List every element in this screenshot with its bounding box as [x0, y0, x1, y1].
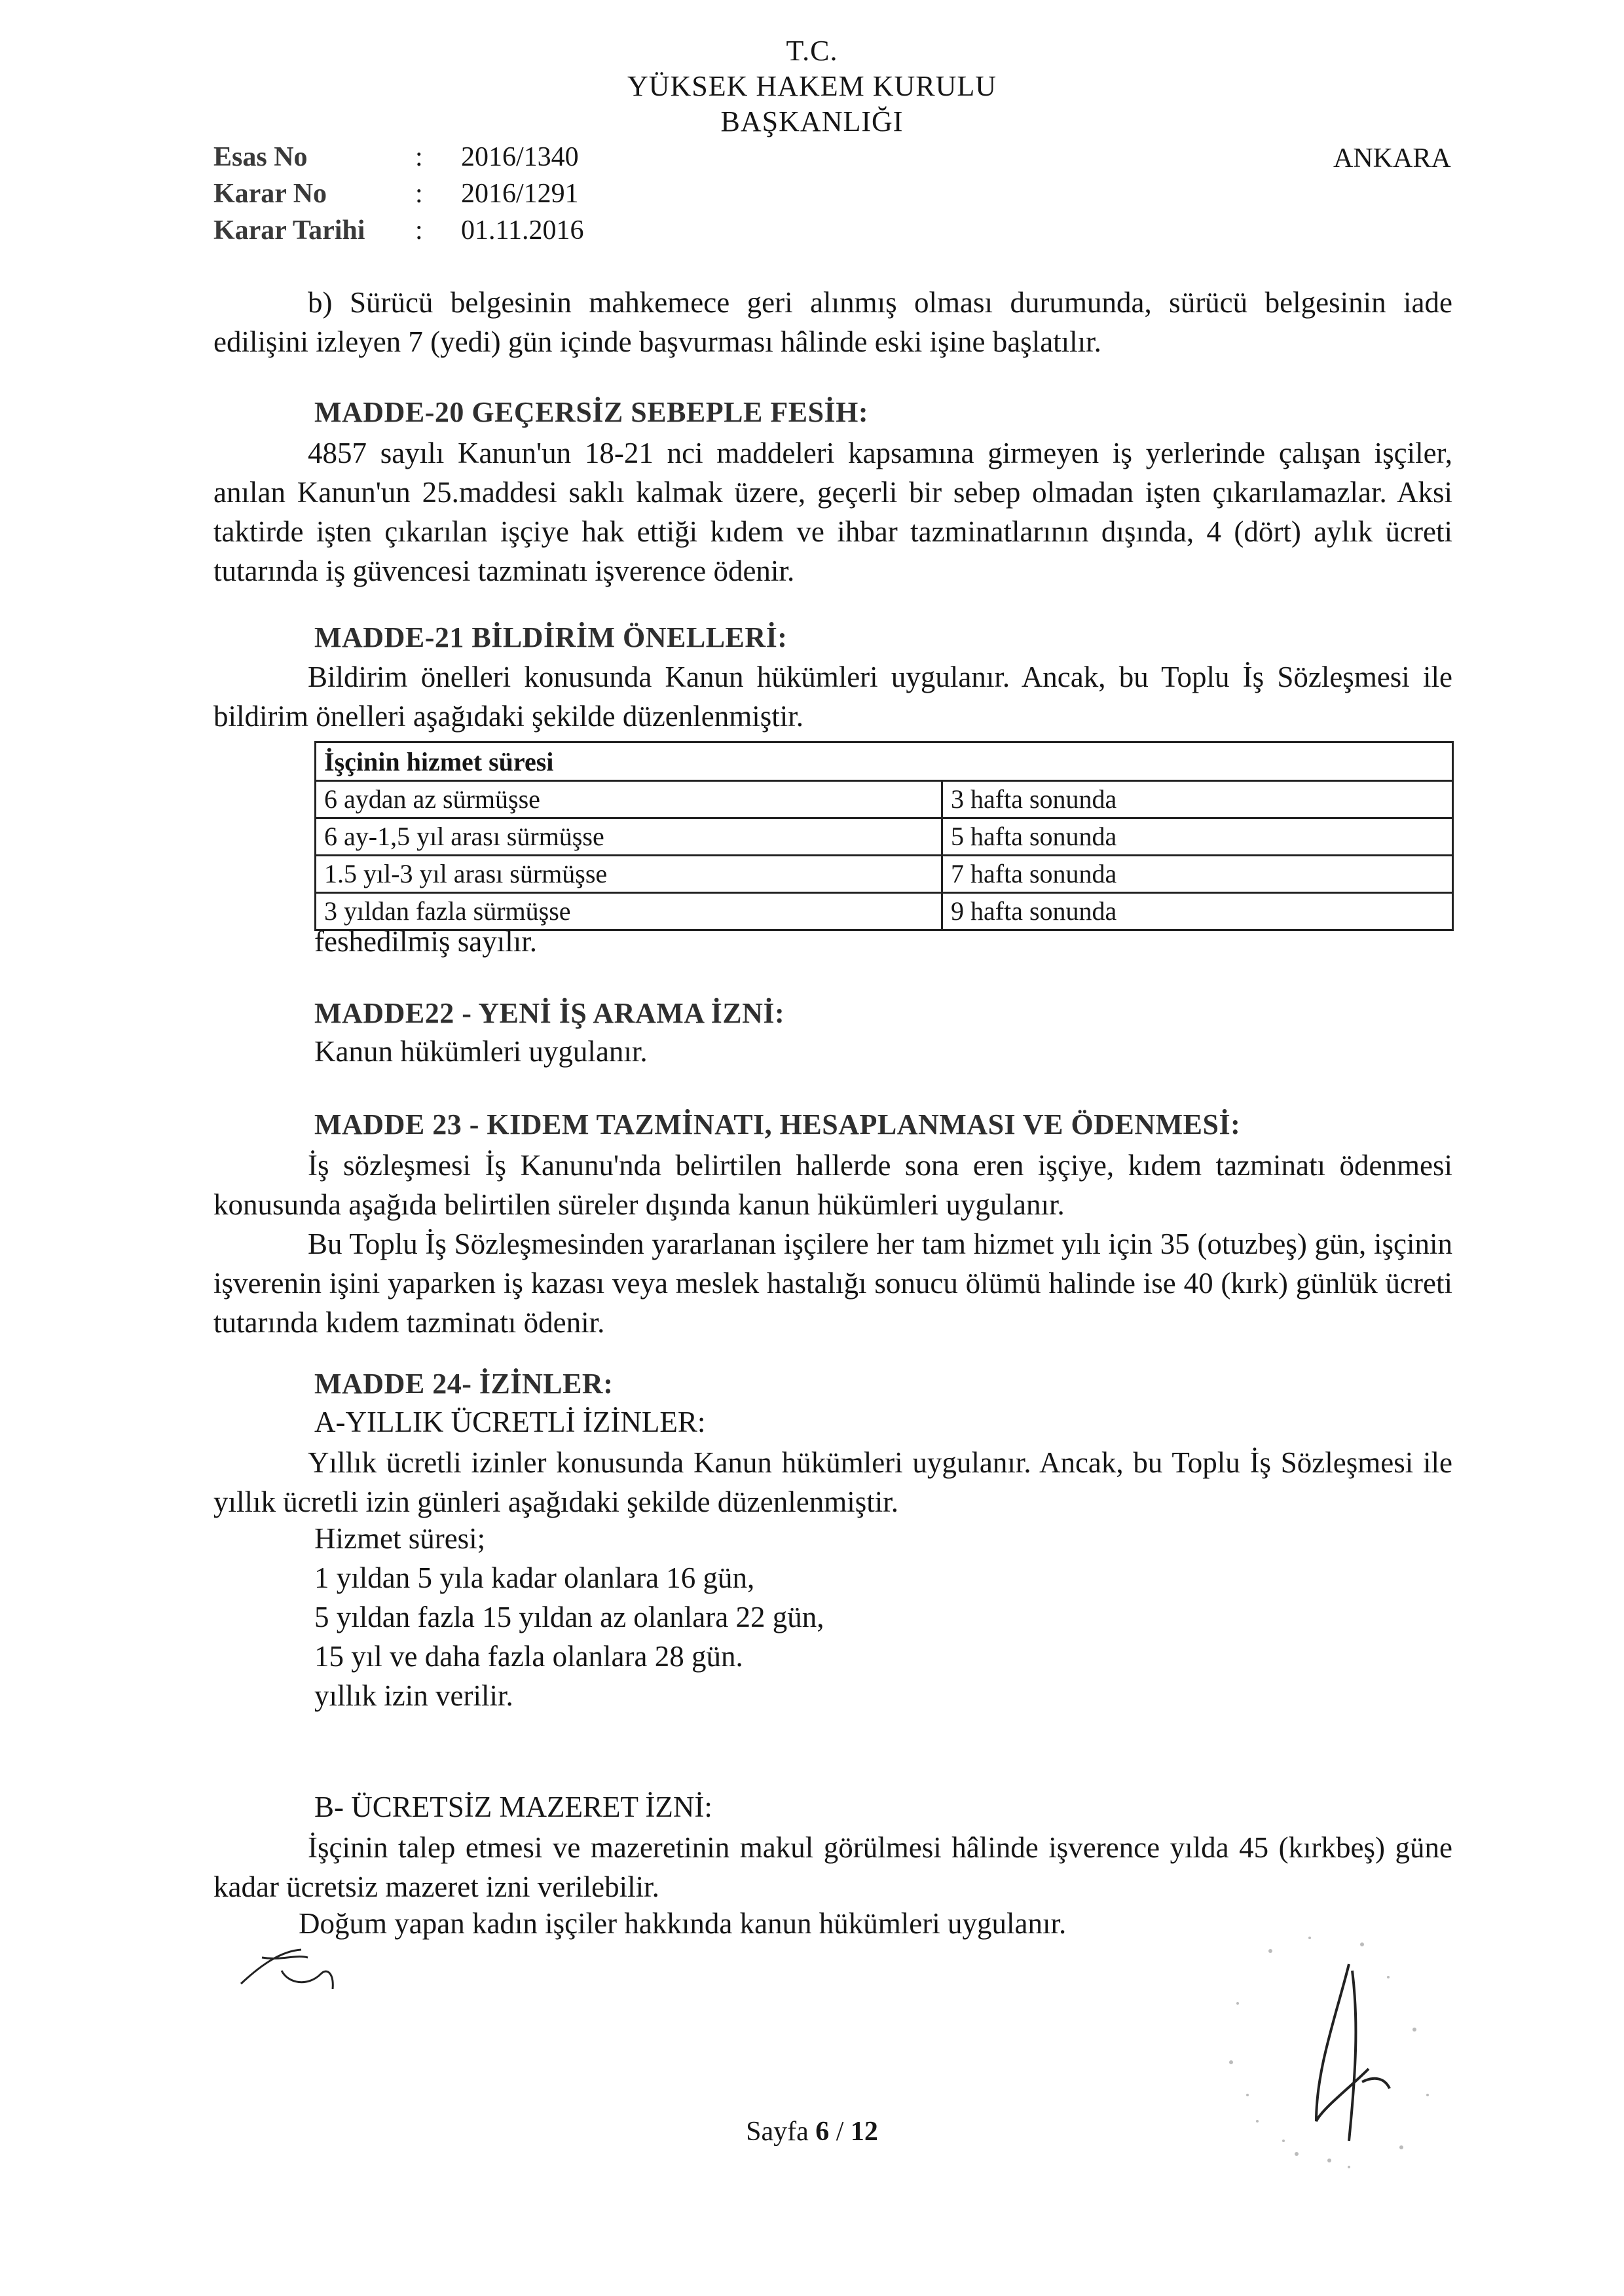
table-cell-notice: 9 hafta sonunda — [942, 893, 1453, 930]
madde24-title: MADDE 24- İZİNLER: — [314, 1368, 614, 1400]
table-header-row — [316, 742, 1453, 781]
page-sep: / — [829, 2117, 851, 2147]
notice-period-table — [314, 741, 1454, 931]
case-row-esas — [213, 139, 583, 175]
table-cell-notice: 3 hafta sonunda — [942, 781, 1453, 818]
madde24-line: 5 yıldan fazla 15 yıldan az olanlara 22 gün, — [314, 1601, 824, 1633]
case-label: Karar Tarihi — [213, 215, 365, 246]
signature-left — [236, 1938, 347, 1997]
case-row-karar — [213, 175, 583, 212]
page-current: 6 — [815, 2117, 830, 2147]
header-country: T.C. — [786, 35, 838, 67]
page-total: 12 — [850, 2117, 878, 2147]
page-number — [0, 2116, 1624, 2147]
case-value: 2016/1340 — [461, 142, 579, 172]
madde21-after: feshedilmiş sayılır. — [314, 925, 537, 958]
case-value: 2016/1291 — [461, 179, 579, 209]
madde24-line: yıllık izin verilir. — [314, 1679, 513, 1712]
madde21-title: MADDE-21 BİLDİRİM ÖNELLERİ: — [314, 621, 788, 653]
table-row — [316, 856, 1453, 893]
table-cell-notice: 7 hafta sonunda — [942, 856, 1453, 893]
header-institution: YÜKSEK HAKEM KURULU — [627, 70, 997, 102]
case-sep: : — [415, 215, 423, 246]
header-city: ANKARA — [1333, 143, 1451, 173]
madde24-sub-b: B- ÜCRETSİZ MAZERET İZNİ: — [314, 1791, 712, 1823]
table-row — [316, 818, 1453, 856]
madde23-p1: İş sözleşmesi İş Kanunu'nda belirtilen hallerde sona eren işçiye, kıdem tazminatı ödenmesi konusunda aşağıda belirtilen süreler dışında kanun hükümleri uygulanır. — [213, 1149, 1452, 1221]
table-header: İşçinin hizmet süresi — [316, 742, 1453, 781]
table-cell-duration: 6 aydan az sürmüşse — [316, 781, 942, 818]
case-row-tarih — [213, 212, 583, 249]
case-sep: : — [415, 142, 423, 172]
madde24-line: 1 yıldan 5 yıla kadar olanlara 16 gün, — [314, 1561, 755, 1594]
madde24-line: 15 yıl ve daha fazla olanlara 28 gün. — [314, 1640, 743, 1673]
madde21-text: Bildirim önelleri konusunda Kanun hükümleri uygulanır. Ancak, bu Toplu İş Sözleşmesi ile bildirim önelleri aşağıdaki şekilde düzenlenmiştir. — [213, 661, 1452, 733]
madde20-title: MADDE-20 GEÇERSİZ SEBEPLE FESİH: — [314, 396, 869, 428]
madde24-sub-a: A-YILLIK ÜCRETLİ İZİNLER: — [314, 1406, 706, 1438]
table-cell-duration: 1.5 yıl-3 yıl arası sürmüşse — [316, 856, 942, 893]
paragraph-b: b) Sürücü belgesinin mahkemece geri alınmış olması durumunda, sürücü belgesinin iade edilişini izleyen 7 (yedi) gün içinde başvurması hâlinde eski işine başlatılır. — [213, 286, 1452, 358]
page-prefix: Sayfa — [746, 2117, 816, 2147]
signature-right — [1218, 1925, 1519, 2187]
madde24-p-b2: Doğum yapan kadın işçiler hakkında kanun hükümleri uygulanır. — [299, 1907, 1067, 1940]
case-label: Karar No — [213, 179, 327, 209]
madde22-title: MADDE22 - YENİ İŞ ARAMA İZNİ: — [314, 997, 785, 1029]
case-info — [213, 139, 583, 249]
madde23-p2: Bu Toplu İş Sözleşmesinden yararlanan işçilere her tam hizmet yılı için 35 (otuzbeş) gün, işçinin işverenin işini yaparken iş kazası veya meslek hastalığı sonucu ölümü halinde ise 40 (kırk) günlük ücreti tutarında kıdem tazminatı ödenir. — [213, 1228, 1452, 1339]
madde23-title: MADDE 23 - KIDEM TAZMİNATI, HESAPLANMASI VE ÖDENMESİ: — [314, 1108, 1241, 1140]
case-sep: : — [415, 179, 423, 209]
case-value: 01.11.2016 — [461, 215, 584, 246]
table-row — [316, 781, 1453, 818]
madde24-p-b1: İşçinin talep etmesi ve mazeretinin makul görülmesi hâlinde işverence yılda 45 (kırkbeş) güne kadar ücretsiz mazeret izni verilebilir. — [213, 1831, 1452, 1903]
madde22-text: Kanun hükümleri uygulanır. — [314, 1035, 648, 1068]
table-cell-notice: 5 hafta sonunda — [942, 818, 1453, 856]
table-cell-duration: 3 yıldan fazla sürmüşse — [316, 893, 942, 930]
madde20-text: 4857 sayılı Kanun'un 18-21 nci maddeleri kapsamına girmeyen iş yerlerinde çalışan işçiler, anılan Kanun'un 25.maddesi saklı kalmak üzere, geçerli bir sebep olmadan işten çıkarılamazlar. Aksi taktirde işten çıkarılan işçiye hak ettiği kıdem ve ihbar tazminatlarının dışında, 4 (dört) aylık ücreti tutarında iş güvencesi tazminatı işverence ödenir. — [213, 437, 1452, 587]
table-cell-duration: 6 ay-1,5 yıl arası sürmüşse — [316, 818, 942, 856]
header-office: BAŞKANLIĞI — [720, 105, 904, 137]
case-label: Esas No — [213, 142, 308, 172]
madde24-line: Hizmet süresi; — [314, 1522, 486, 1555]
madde24-p-a: Yıllık ücretli izinler konusunda Kanun hükümleri uygulanır. Ancak, bu Toplu İş Sözleşmesi ile yıllık ücretli izin günleri aşağıdaki şekilde düzenlenmiştir. — [213, 1446, 1452, 1518]
